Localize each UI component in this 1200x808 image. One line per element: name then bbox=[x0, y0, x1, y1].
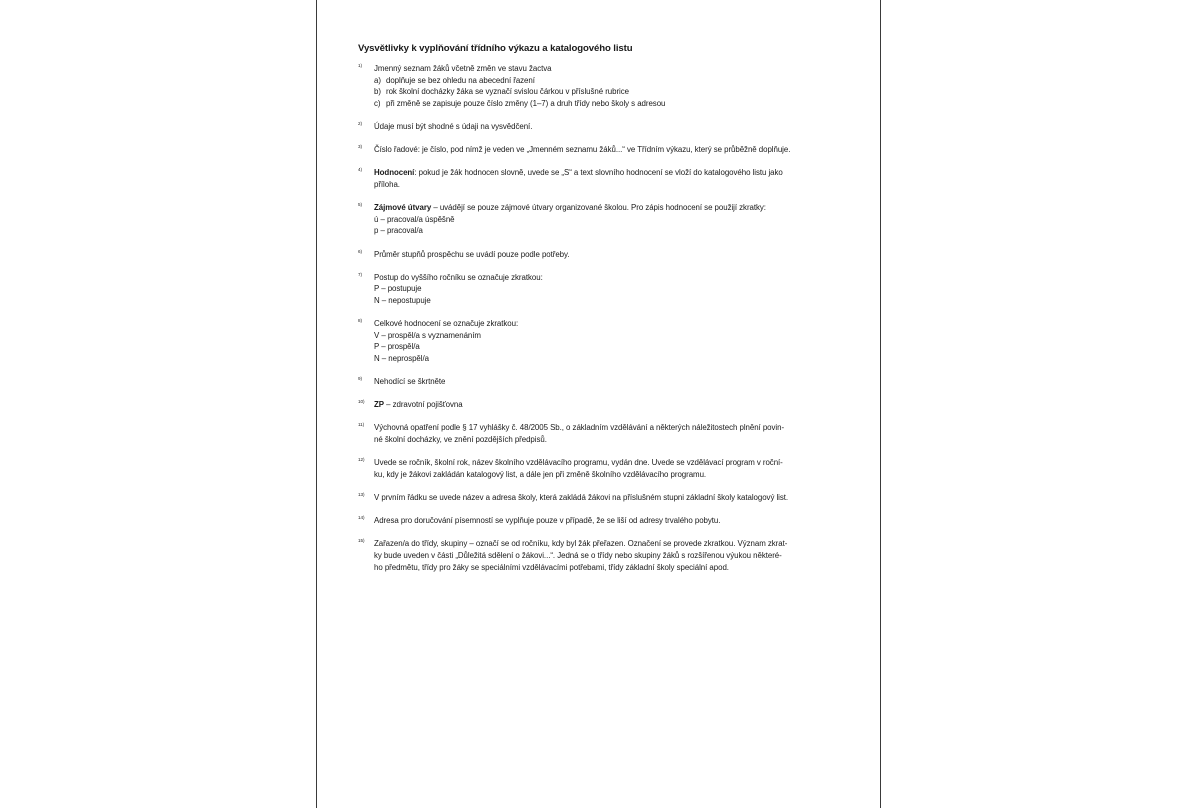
footnote-text: né školní docházky, ve znění pozdějších předpisů. bbox=[374, 435, 547, 444]
footnote-number: 3) bbox=[358, 144, 362, 150]
footnote-1 bbox=[358, 63, 848, 109]
footnote-text-line bbox=[374, 167, 848, 179]
footnote-text: příloha. bbox=[374, 179, 400, 189]
footnote-number: 11) bbox=[358, 422, 365, 428]
subitem-letter: a) bbox=[374, 75, 381, 85]
footnote-text: P – prospěl/a bbox=[374, 342, 420, 352]
footnote-number: 1) bbox=[358, 63, 362, 68]
footnote-text: Údaje musí být shodné s údaji na vysvědčení. bbox=[374, 121, 533, 131]
footnote-subitem bbox=[374, 98, 848, 110]
footnote-text: Průměr stupňů prospěchu se uvádí pouze podle potřeby. bbox=[374, 249, 570, 259]
footnote-7 bbox=[358, 272, 848, 307]
footnote-11 bbox=[358, 422, 848, 445]
document-title: Vysvětlivky k vyplňování třídního výkazu a katalogového listu bbox=[358, 43, 633, 54]
footnote-3 bbox=[358, 144, 848, 156]
document-content bbox=[358, 43, 848, 585]
footnote-text: ho předmětu, třídy pro žáky se speciálními vzdělávacími potřebami, třídy základní školy speciální apod. bbox=[374, 562, 729, 572]
subitem-letter: b) bbox=[374, 87, 381, 97]
subitem-text: při změně se zapisuje pouze číslo změny (1–7) a druh třídy nebo školy s adresou bbox=[386, 98, 666, 108]
subitem-text: doplňuje se bez ohledu na abecední řazení bbox=[386, 75, 535, 85]
footnote-number: 2) bbox=[358, 120, 362, 126]
footnote-number: 9) bbox=[358, 376, 362, 382]
footnote-text: V prvním řádku se uvede název a adresa školy, která zakládá žákovi na příslušném stupni základní školy katalogový list. bbox=[374, 492, 789, 502]
footnote-13 bbox=[358, 492, 848, 504]
footnote-text-line bbox=[374, 399, 848, 411]
footnote-keyword: Zájmové útvary bbox=[374, 203, 432, 213]
footnote-text: – zdravotní pojišťovna bbox=[383, 400, 463, 410]
footnote-number: 15) bbox=[358, 538, 365, 544]
footnote-text: : pokud je žák hodnocen slovně, uvede se „S“ a text slovního hodnocení se vloží do katalogového listu jako bbox=[414, 168, 783, 178]
footnote-text-line bbox=[374, 202, 848, 214]
footnote-number: 8) bbox=[358, 318, 362, 324]
footnote-text: Uvede se ročník, školní rok, název školního vzdělávacího programu, vydán dne. Uvede se vzdělávací program v roční- bbox=[374, 458, 783, 468]
footnote-number: 13) bbox=[358, 491, 365, 497]
footnote-14 bbox=[358, 515, 848, 527]
footnote-text: ky bude uveden v části „Důležitá sdělení o žákovi...“. Jedná se o třídy nebo skupiny žáků s rozšířenou výukou některé- bbox=[374, 550, 782, 560]
footnote-number: 4) bbox=[358, 167, 362, 173]
footnote-12 bbox=[358, 457, 848, 480]
subitem-text: rok školní docházky žáka se vyznačí svislou čárkou v příslušné rubrice bbox=[386, 87, 629, 97]
footnote-text: Zařazen/a do třídy, skupiny – označí se od ročníku, kdy byl žák přeřazen. Označení se provede zkratkou. Význam zkrat- bbox=[374, 539, 788, 549]
footnote-text: P – postupuje bbox=[374, 284, 422, 294]
footnote-number: 14) bbox=[358, 515, 365, 521]
footnote-text: V – prospěl/a s vyznamenáním bbox=[374, 330, 481, 340]
footnote-text: Celkové hodnocení se označuje zkratkou: bbox=[374, 319, 519, 329]
footnote-subitem bbox=[374, 86, 848, 98]
footnote-number: 5) bbox=[358, 202, 362, 208]
footnote-4 bbox=[358, 167, 848, 190]
footnote-keyword: Hodnocení bbox=[374, 168, 415, 178]
footnote-9 bbox=[358, 376, 848, 388]
subitem-letter: c) bbox=[374, 98, 381, 108]
footnote-text: Postup do vyššího ročníku se označuje zkratkou: bbox=[374, 272, 543, 282]
footnote-text: ku, kdy je žákovi zakládán katalogový list, a dále jen při změně školního vzdělávacího programu. bbox=[374, 469, 707, 479]
footnote-number: 10) bbox=[358, 399, 365, 405]
footnote-2 bbox=[358, 121, 848, 133]
footnote-number: 12) bbox=[358, 457, 365, 463]
footnote-keyword: ZP bbox=[374, 400, 384, 410]
footnote-5 bbox=[358, 202, 848, 237]
footnote-text: – uvádějí se pouze zájmové útvary organizované školou. Pro zápis hodnocení se použijí zkratky: bbox=[431, 203, 766, 213]
footnote-subitem bbox=[374, 75, 848, 87]
footnote-text: Nehodící se škrtněte bbox=[374, 377, 446, 387]
footnote-number: 7) bbox=[358, 271, 362, 277]
footnote-text: ú – pracoval/a úspěšně bbox=[374, 214, 455, 224]
footnote-text: N – neprospěl/a bbox=[374, 353, 429, 363]
footnote-text: N – nepostupuje bbox=[374, 295, 431, 305]
footnote-text: Výchovná opatření podle § 17 vyhlášky č. 48/2005 Sb., o základním vzdělávání a některých náležitostech plnění povin- bbox=[374, 423, 785, 433]
footnote-15 bbox=[358, 538, 848, 573]
footnote-text: Adresa pro doručování písemností se vyplňuje pouze v případě, že se liší od adresy trvalého pobytu. bbox=[374, 516, 721, 526]
footnote-text: Číslo řadové: je číslo, pod nímž je veden ve „Jmenném seznamu žáků...“ ve Třídním výkazu, který se průběžně doplňuje. bbox=[374, 145, 791, 155]
footnote-number: 6) bbox=[358, 248, 362, 254]
document-page bbox=[316, 0, 881, 808]
footnote-8 bbox=[358, 318, 848, 364]
footnote-text: p – pracoval/a bbox=[374, 226, 423, 236]
footnote-text: Jmenný seznam žáků včetně změn ve stavu žactva bbox=[374, 64, 552, 73]
footnote-10 bbox=[358, 399, 848, 411]
footnote-6 bbox=[358, 249, 848, 261]
